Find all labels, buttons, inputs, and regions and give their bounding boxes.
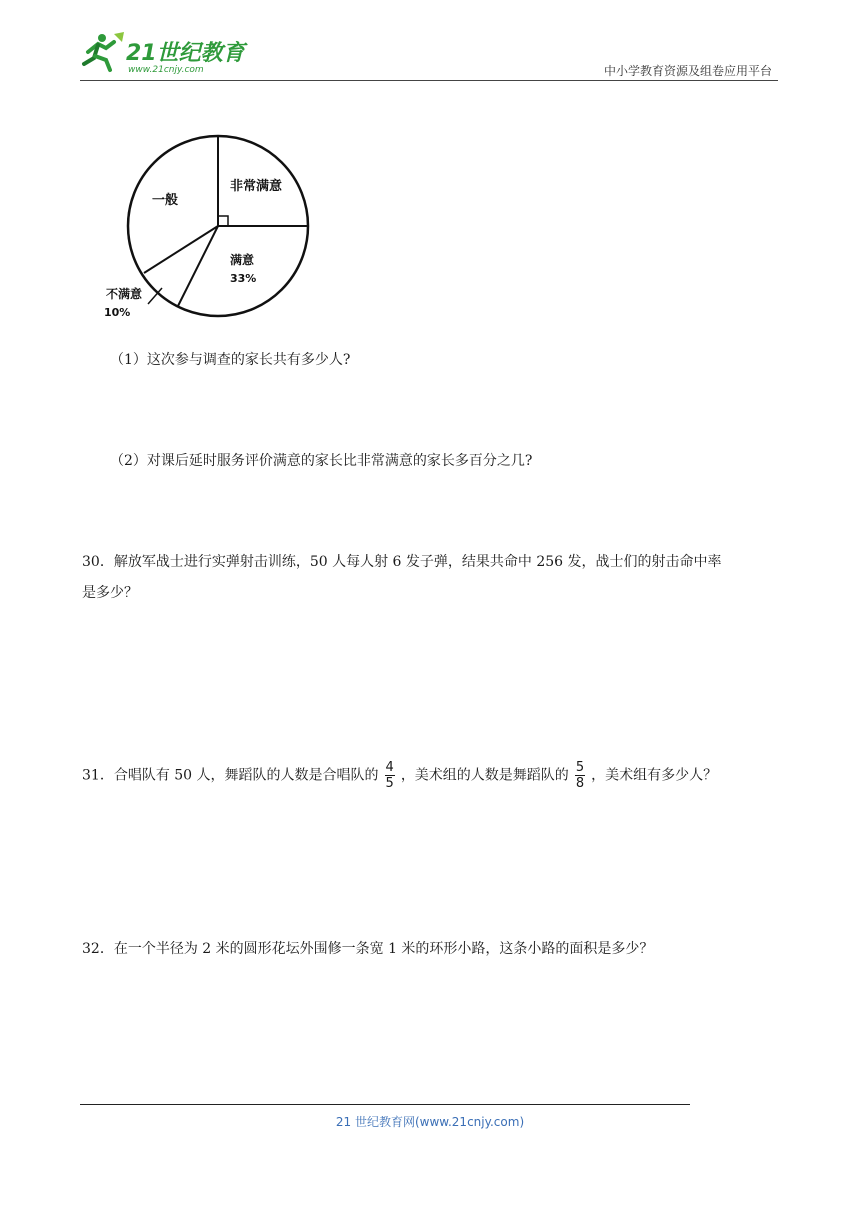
header-platform-text: 中小学教育资源及组卷应用平台 — [603, 64, 772, 78]
question-31 — [82, 760, 717, 791]
fraction-five-eighths — [575, 760, 585, 791]
logo — [80, 28, 250, 76]
slice-label-very-satisfied: 非常满意 — [230, 179, 283, 194]
question-32: 32．在一个半径为 2 米的圆形花坛外围修一条宽 1 米的环形小路，这条小路的面积是多少？ — [82, 941, 654, 957]
logo-main-text: 21世纪教育 — [126, 41, 245, 66]
slice-label-satisfied: 满意 — [230, 253, 255, 267]
fraction-denominator: 5 — [385, 776, 394, 791]
question-31-part-2: ，美术组的人数是舞蹈队的 — [400, 767, 569, 784]
fraction-four-fifths — [385, 760, 395, 791]
slice-label-average: 一般 — [152, 193, 179, 208]
runner-icon — [84, 32, 124, 70]
question-30-line-1: 30．解放军战士进行实弹射击训练，50 人每人射 6 发子弹，结果共命中 256 发，战士们的射击命中率 — [82, 554, 722, 570]
slice-value-satisfied: 33% — [230, 272, 257, 285]
fraction-numerator: 4 — [385, 760, 394, 775]
slice-value-unsatisfied: 10% — [104, 306, 131, 319]
logo-sub-text: www.21cnjy.com — [128, 65, 204, 75]
header-divider — [80, 80, 778, 81]
slice-label-unsatisfied: 不满意 — [106, 287, 143, 301]
fraction-numerator: 5 — [575, 760, 585, 775]
footer-divider — [80, 1104, 690, 1105]
question-31-part-3: ，美术组有多少人？ — [591, 767, 718, 784]
question-31-part-1: 31．合唱队有 50 人，舞蹈队的人数是合唱队的 — [82, 767, 379, 784]
question-29-part-1: （1）这次参与调查的家长共有多少人? — [110, 352, 351, 368]
satisfaction-pie-chart — [100, 132, 315, 322]
footer-link[interactable]: 21 世纪教育网(www.21cnjy.com) — [335, 1115, 525, 1129]
question-29-part-2: （2）对课后延时服务评价满意的家长比非常满意的家长多百分之几? — [110, 453, 533, 469]
question-30-line-2: 是多少？ — [82, 585, 138, 601]
fraction-denominator: 8 — [575, 776, 585, 791]
